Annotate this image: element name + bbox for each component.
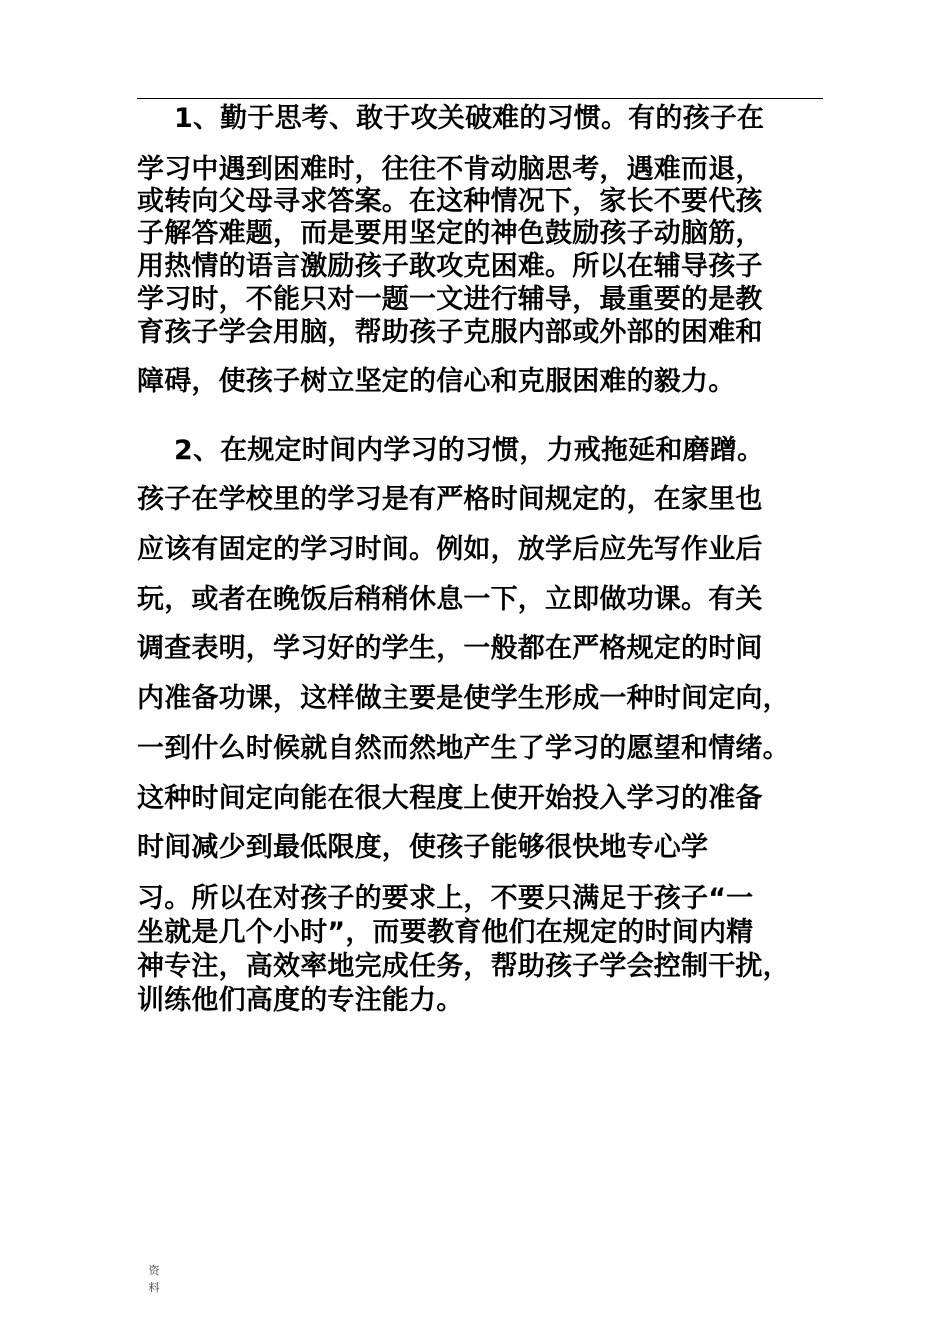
text-line: 1、勤于思考、敢于攻关破难的习惯。有的孩子在 <box>174 103 765 134</box>
text-line: 或转向父母寻求答案。在这种情况下，家长不要代孩 <box>137 186 763 217</box>
text-line: 障碍，使孩子树立坚定的信心和克服困难的毅力。 <box>137 366 736 397</box>
text-line: 学习中遇到困难时，往往不肯动脑思考，遇难而退， <box>137 154 763 185</box>
text-line: 子解答难题，而是要用坚定的神色鼓励孩子动脑筋， <box>137 218 763 249</box>
text-line: 内准备功课，这样做主要是使学生形成一种时间定向， <box>137 683 790 714</box>
text-line: 孩子在学校里的学习是有严格时间规定的，在家里也 <box>137 484 763 515</box>
footer-char: 料 <box>148 1281 160 1294</box>
header-rule <box>137 98 823 99</box>
page-footer <box>146 1262 162 1296</box>
text-line: 玩，或者在晚饭后稍稍休息一下，立即做功课。有关 <box>137 584 763 615</box>
text-line: 应该有固定的学习时间。例如，放学后应先写作业后 <box>137 534 763 565</box>
text-line: 习。所以在对孩子的要求上，不要只满足于孩子“一 <box>137 883 754 914</box>
text-line: 时间减少到最低限度，使孩子能够很快地专心学 <box>137 832 709 863</box>
text-line: 一到什么时候就自然而然地产生了学习的愿望和情绪。 <box>137 733 790 764</box>
text-line: 用热情的语言激励孩子敢攻克困难。所以在辅导孩子 <box>137 251 763 282</box>
text-line: 神专注，高效率地完成任务，帮助孩子学会控制干扰， <box>137 951 790 982</box>
text-line: 训练他们高度的专注能力。 <box>137 985 464 1016</box>
text-line: 学习时，不能只对一题一文进行辅导，最重要的是教 <box>137 284 763 315</box>
text-line: 这种时间定向能在很大程度上使开始投入学习的准备 <box>137 783 763 814</box>
text-line: 2、在规定时间内学习的习惯，力戒拖延和磨蹭。 <box>174 435 765 466</box>
text-line: 育孩子学会用脑，帮助孩子克服内部或外部的困难和 <box>137 317 763 348</box>
text-line: 调查表明，学习好的学生，一般都在严格规定的时间 <box>137 633 763 664</box>
text-line: 坐就是几个小时”，而要教育他们在规定的时间内精 <box>137 917 754 948</box>
footer-char: 资 <box>148 1264 160 1277</box>
